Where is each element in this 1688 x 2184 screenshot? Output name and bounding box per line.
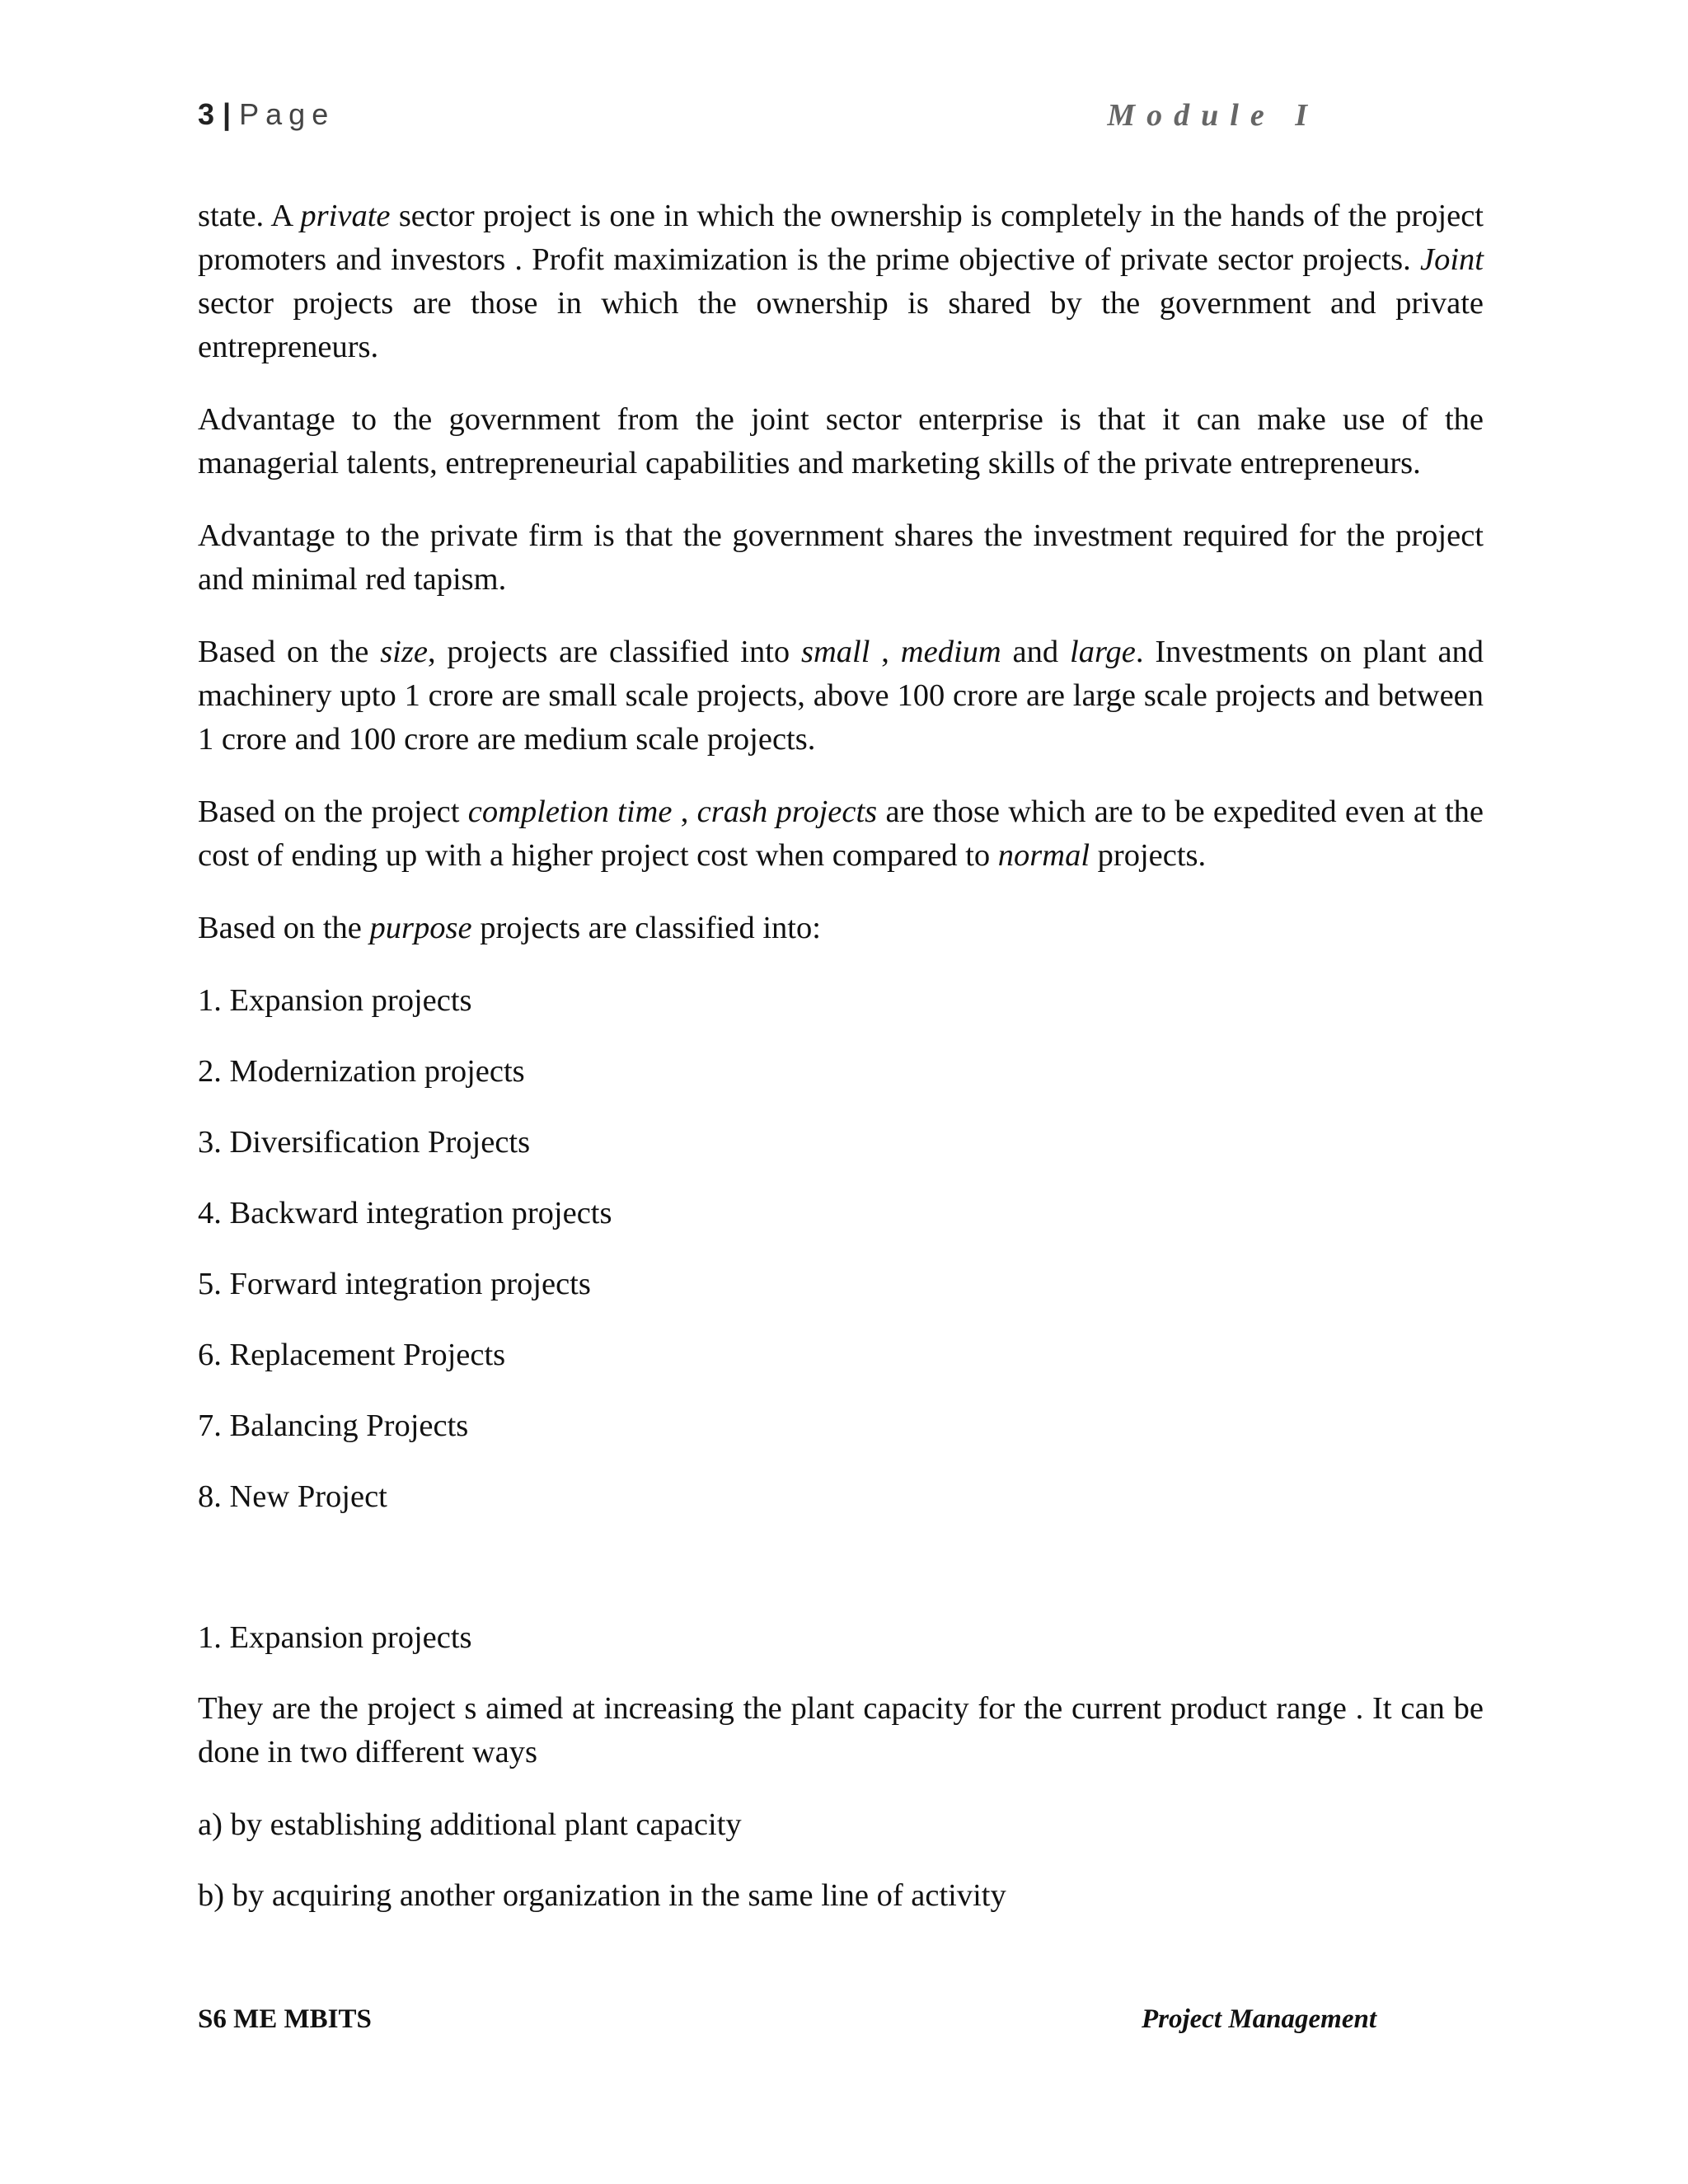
list-item: 4. Backward integration projects — [198, 1196, 612, 1230]
emphasis: small — [801, 635, 870, 669]
page-footer — [198, 2004, 1376, 2046]
emphasis: large — [1070, 635, 1136, 669]
document-body — [198, 194, 1484, 1945]
list-item: 7. Balancing Projects — [198, 1408, 469, 1443]
text-run: , — [870, 635, 901, 669]
list-item: 5. Forward integration projects — [198, 1267, 591, 1301]
page-number — [198, 97, 335, 132]
text-run: Based on the — [198, 635, 381, 669]
text-run: , projects are classified into — [427, 635, 802, 669]
emphasis: medium — [900, 635, 1001, 669]
list-item: b) by acquiring another organization in the same line of activity — [198, 1878, 1006, 1913]
list-item: a) by establishing additional plant capacity — [198, 1807, 742, 1842]
paragraph-size — [198, 630, 1484, 762]
paragraph-completion-time — [198, 790, 1484, 878]
emphasis: Joint — [1420, 242, 1484, 277]
paragraph-expansion: They are the project s aimed at increasing the plant capacity for the current product range . It can be done in two different ways — [198, 1691, 1484, 1769]
text-run: and — [1001, 635, 1071, 669]
module-title: Module I — [1107, 98, 1319, 133]
text-run: Based on the — [198, 911, 370, 945]
list-item: 2. Modernization projects — [198, 1054, 525, 1089]
emphasis: private — [300, 199, 391, 233]
footer-institution: S6 ME MBITS — [198, 2004, 372, 2034]
text-run: sector projects are those in which the ownership is shared by the government and private entrepreneurs. — [198, 286, 1484, 364]
emphasis: crash projects — [696, 794, 878, 829]
page-word: Page — [239, 97, 335, 131]
page-separator: | — [223, 97, 232, 131]
text-run: are those which are to be expedited even at the cost of ending up with a higher project cost when compared to — [198, 794, 1484, 873]
page-number-value: 3 — [198, 97, 215, 131]
text-run: . Investments on plant and machinery upto 1 crore are small scale projects, above 100 crore are large scale projects and between 1 crore and 100 crore are medium scale projects. — [198, 635, 1484, 757]
paragraph-gov-advantage: Advantage to the government from the joint sector enterprise is that it can make use of the managerial talents, entrepreneurial capabilities and marketing skills of the private entrepreneurs. — [198, 402, 1484, 480]
emphasis: normal — [997, 838, 1090, 873]
emphasis: size — [380, 635, 428, 669]
emphasis: completion time — [467, 794, 673, 829]
text-run: projects are classified into: — [471, 911, 821, 945]
list-item: 6. Replacement Projects — [198, 1338, 506, 1372]
section-heading: 1. Expansion projects — [198, 1620, 472, 1655]
text-run: Based on the project — [198, 794, 468, 829]
text-run: sector project is one in which the ownership is completely in the hands of the project promoters and investors . Profit maximization is the prime objective of private sector projects. — [198, 199, 1484, 277]
list-item: 3. Diversification Projects — [198, 1125, 531, 1160]
text-run: , — [672, 794, 697, 829]
list-item: 1. Expansion projects — [198, 983, 472, 1018]
list-item: 8. New Project — [198, 1479, 387, 1514]
paragraph-purpose — [198, 907, 1484, 950]
paragraph-private-advantage: Advantage to the private firm is that the government shares the investment required for the project and minimal red tapism. — [198, 518, 1484, 597]
text-run: state. A — [198, 199, 301, 233]
text-run: projects. — [1090, 838, 1207, 873]
footer-course: Project Management — [1141, 2004, 1376, 2034]
emphasis: purpose — [369, 911, 472, 945]
paragraph-sectors — [198, 194, 1484, 369]
page-header — [198, 97, 1319, 138]
